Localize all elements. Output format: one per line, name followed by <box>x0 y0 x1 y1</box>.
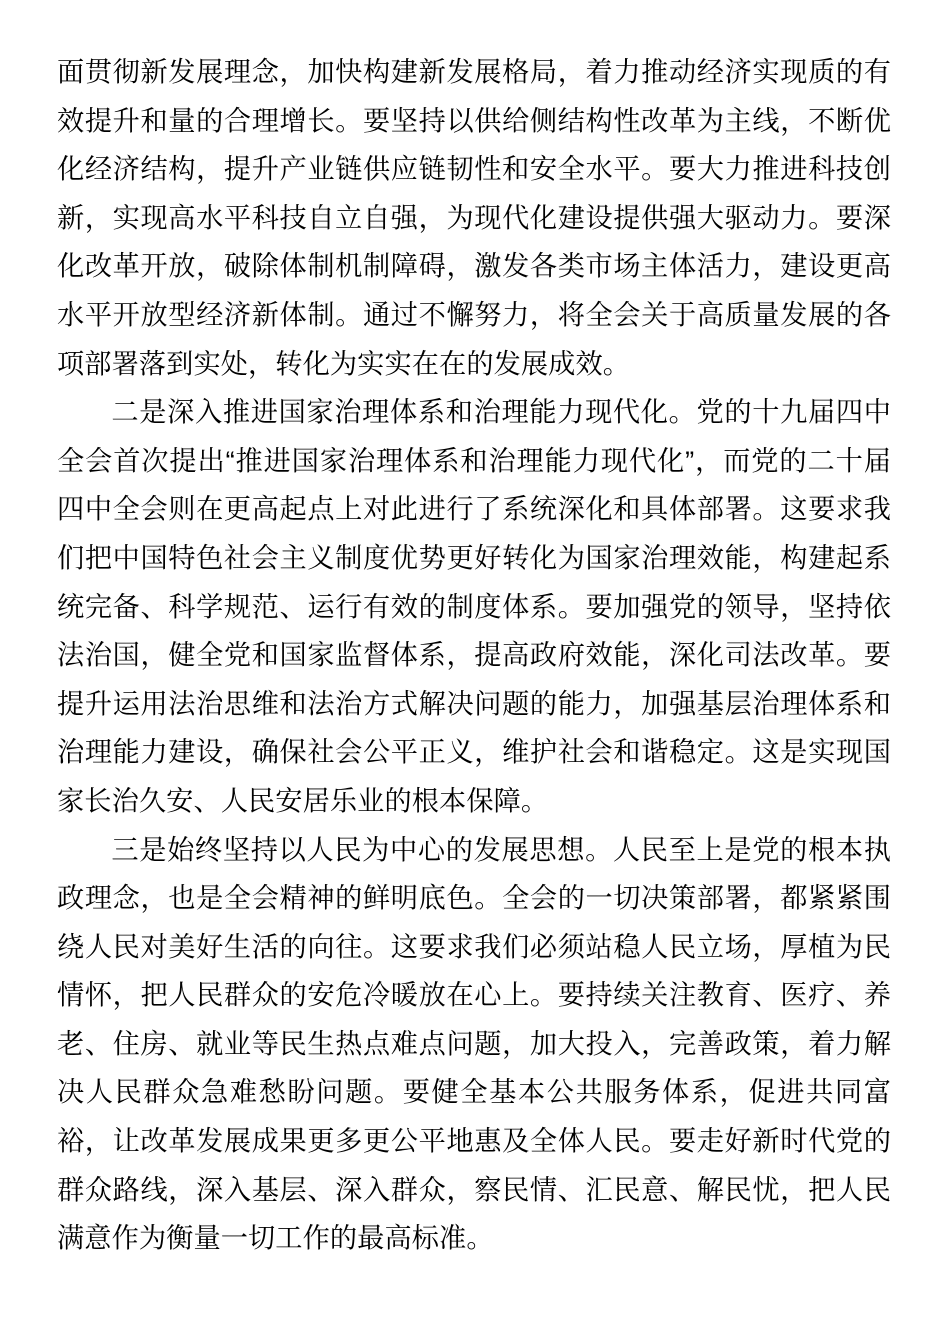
paragraph-people-centered-development: 三是始终坚持以人民为中心的发展思想。人民至上是党的根本执政理念，也是全会精神的鲜明底色。全会的一切决策部署，都紧紧围绕人民对美好生活的向往。这要求我们必须站稳人民立场，厚植为民情怀，把人民群众的安危冷暖放在心上。要持续关注教育、医疗、养老、住房、就业等民生热点难点问题，加大投入，完善政策，着力解决人民群众急难愁盼问题。要健全基本公共服务体系，促进共同富裕，让改革发展成果更多更公平地惠及全体人民。要走好新时代党的群众路线，深入基层、深入群众，察民情、汇民意、解民忧，把人民满意作为衡量一切工作的最高标准。 <box>57 833 891 1254</box>
paragraph-continuation: 面贯彻新发展理念，加快构建新发展格局，着力推动经济实现质的有效提升和量的合理增长。要坚持以供给侧结构性改革为主线，不断优化经济结构，提升产业链供应链韧性和安全水平。要大力推进科技创新，实现高水平科技自立自强，为现代化建设提供强大驱动力。要深化改革开放，破除体制机制障碍，激发各类市场主体活力，建设更高水平开放型经济新体制。通过不懈努力，将全会关于高质量发展的各项部署落到实处，转化为实实在在的发展成效。 <box>57 56 891 379</box>
document-body <box>57 48 891 1263</box>
paragraph-governance-modernization: 二是深入推进国家治理体系和治理能力现代化。党的十九届四中全会首次提出“推进国家治理体系和治理能力现代化”，而党的二十届四中全会则在更高起点上对此进行了系统深化和具体部署。这要求我们把中国特色社会主义制度优势更好转化为国家治理效能，构建起系统完备、科学规范、运行有效的制度体系。要加强党的领导，坚持依法治国，健全党和国家监督体系，提高政府效能，深化司法改革。要提升运用法治思维和法治方式解决问题的能力，加强基层治理体系和治理能力建设，确保社会公平正义，维护社会和谐稳定。这是实现国家长治久安、人民安居乐业的根本保障。 <box>57 396 891 816</box>
